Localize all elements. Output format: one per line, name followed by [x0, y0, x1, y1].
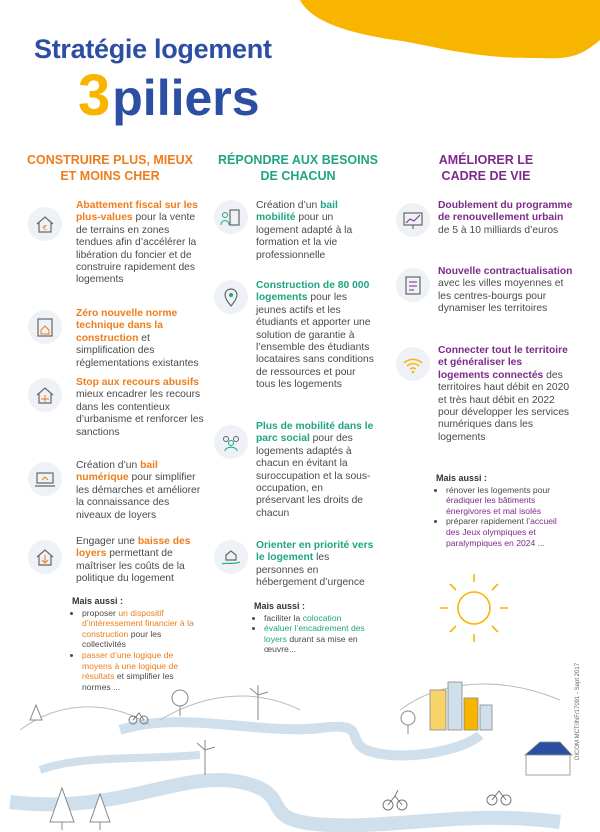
wifi-signal-icon	[396, 347, 430, 381]
item-text: avec les villes moyennes et les centres-bourgs pour dynamiser les territoires	[438, 278, 564, 315]
item-highlight: Nouvelle contractualisation	[438, 266, 573, 277]
item-stop-recours	[76, 377, 206, 439]
item-contractualisation	[438, 266, 573, 316]
item-text: pour les jeunes actifs et les étudiants et apporter une solution de garantie à l’ensemble des étudiants locataires sans conditions de ressources et pour tous les logements	[256, 292, 374, 391]
item-bail-mobilite	[256, 200, 374, 262]
item-highlight: Zéro nouvelle norme technique dans la construction	[76, 308, 178, 344]
presentation-chart-icon	[396, 203, 430, 237]
item-abattement-fiscal	[76, 200, 206, 287]
svg-text:€: €	[42, 224, 48, 232]
item-text: de 5 à 10 milliards d’euros	[438, 224, 559, 236]
item-text: les personnes en hébergement d’urgence	[256, 552, 365, 589]
sun-icon	[440, 574, 508, 642]
list-item: • proposer un dispositif d’intéressement financier à la construction pour les collectivités	[82, 608, 200, 650]
house-balance-icon	[28, 378, 62, 412]
item-highlight: Orienter en priorité vers le logement	[256, 540, 374, 564]
title-number: 3	[78, 63, 111, 128]
item-highlight: Connecter tout le territoire et généraliser les logements connectés	[438, 345, 568, 381]
person-building-icon	[214, 200, 248, 234]
item-doublement-programme	[438, 200, 573, 237]
item-pre: Création d’un	[256, 200, 321, 211]
mais-aussi-ameliorer	[436, 473, 572, 548]
title-word: piliers	[112, 70, 260, 126]
page-subtitle	[78, 63, 260, 128]
column-heading-construire: CONSTRUIRE PLUS, MIEUX ET MOINS CHER	[27, 153, 193, 183]
list-item: • faciliter la colocation	[264, 613, 376, 624]
document-building-icon	[28, 310, 62, 344]
item-bail-numerique	[76, 460, 206, 522]
item-highlight: Plus de mobilité dans le parc social	[256, 421, 374, 445]
laptop-house-icon	[28, 462, 62, 496]
mais-aussi-title: Mais aussi :	[436, 473, 488, 483]
credit-text: DICOM MCT/INF/17091 - Sept 2017	[575, 662, 581, 760]
item-highlight: Stop aux recours abusifs	[76, 377, 200, 388]
item-text: permettant de maîtriser les coûts de la politique du logement	[76, 548, 185, 585]
list-item: • rénover les logements pour éradiquer les bâtiments énergivores et mal isolés	[446, 485, 572, 517]
item-highlight: Abattement fiscal sur les plus-values	[76, 200, 198, 224]
item-highlight: bail mobilité	[256, 200, 338, 224]
item-text: pour des logements adaptés à chacun en évitant la suroccupation et la sous-occupation, en préservant les droits de chacun	[256, 433, 371, 519]
item-connecter-territoire	[438, 345, 573, 444]
item-text: pour simplifier les démarches et améliorer la connaissance des niveaux de loyers	[76, 472, 201, 521]
item-text: pour un logement adapté à la formation et la vie professionnelle	[256, 212, 353, 261]
mais-aussi-title: Mais aussi :	[254, 601, 306, 611]
mais-aussi-title: Mais aussi :	[72, 596, 124, 606]
column-heading-ameliorer: AMÉLIORER LE CADRE DE VIE	[438, 153, 534, 183]
item-text: des territoires haut débit en 2020 et très haut débit en 2022 pour développer les services numériques dans les logements	[438, 369, 570, 443]
list-item: • évaluer l’encadrement des loyers durant sa mise en œuvre...	[264, 623, 376, 655]
item-highlight: baisse des loyers	[76, 536, 191, 560]
page-title: Stratégie logement	[34, 34, 272, 64]
item-text: mieux encadrer les recours dans les contentieux d’urbanisme et renforcer les sanctions	[76, 389, 204, 438]
item-text: et simplification des réglementations existantes	[76, 332, 199, 369]
column-heading-repondre: RÉPONDRE AUX BESOINS DE CHACUN	[218, 153, 378, 183]
people-group-icon	[214, 425, 248, 459]
house-euro-icon	[28, 207, 62, 241]
item-pre: Création d’un	[76, 460, 141, 471]
location-pin-icon	[214, 280, 248, 314]
item-highlight: Construction de 80 000 logements	[256, 280, 370, 304]
item-text: pour la vente de terrains en zones tendues afin d’accélérer la libération du foncier et de construire rapidement des logements	[76, 212, 197, 286]
item-highlight: Doublement du programme de renouvellement urbain	[438, 200, 573, 224]
landscape-illustration	[0, 560, 600, 832]
item-highlight: bail numérique	[76, 460, 158, 484]
item-pre: Engager une	[76, 536, 138, 547]
map-document-icon	[396, 268, 430, 302]
list-item: • passer d’une logique de moyens à une logique de résultats et simplifier les normes ...	[82, 650, 200, 692]
list-item: • préparer rapidement l’accueil des Jeux olympiques et paralympiques en 2024 ...	[446, 516, 572, 548]
item-mobilite-parc-social	[256, 421, 374, 520]
item-zero-norme	[76, 308, 206, 370]
item-construction-80000	[256, 280, 374, 392]
